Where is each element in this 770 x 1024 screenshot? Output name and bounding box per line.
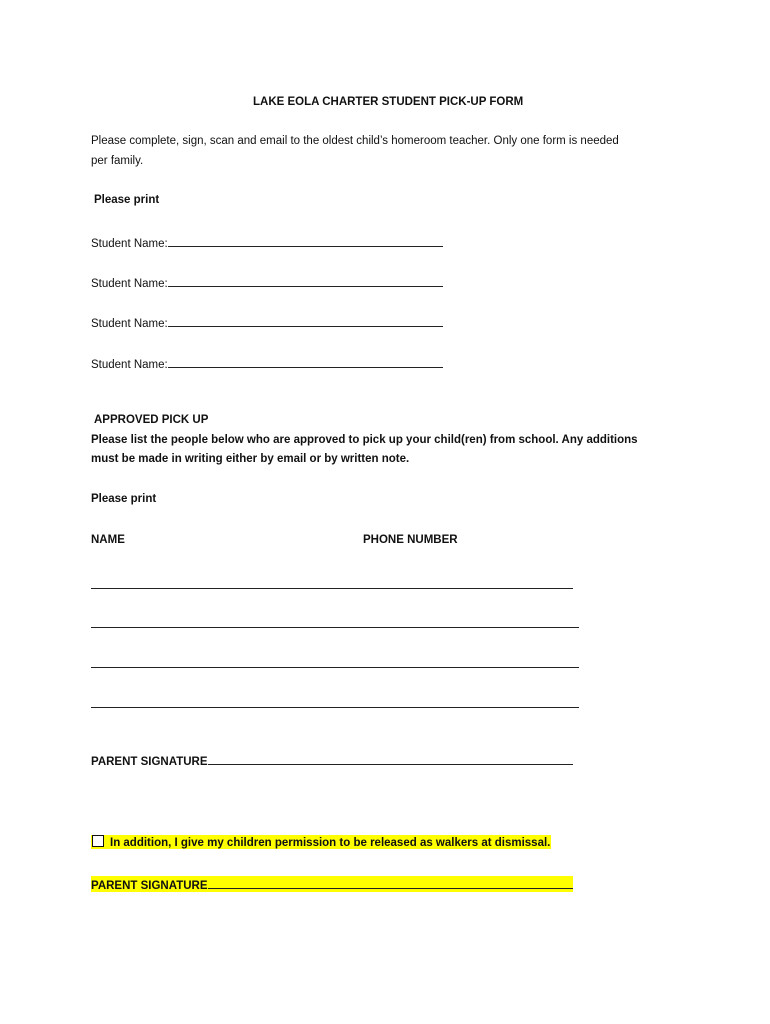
please-print-label: Please print [94,194,160,206]
pickup-entry-line-1[interactable] [91,588,573,589]
form-title: LAKE EOLA CHARTER STUDENT PICK-UP FORM [253,96,524,108]
instructions-line-2: per family. [91,155,144,167]
student-name-label: Student Name: [91,238,168,250]
instructions-line-1: Please complete, sign, scan and email to the oldest child’s homeroom teacher. Only one form is needed [91,135,619,147]
please-print-label-2: Please print [91,493,157,505]
student-name-field-1[interactable] [168,234,443,247]
parent-signature-label: PARENT SIGNATURE [91,756,208,768]
walkers-permission-row [91,835,551,849]
pickup-entry-line-4[interactable] [91,707,579,708]
student-name-row-3 [91,314,443,330]
phone-column-header: PHONE NUMBER [363,534,458,546]
approved-pickup-heading: APPROVED PICK UP [94,414,209,426]
name-column-header: NAME [91,534,125,546]
parent-signature-field-2[interactable] [208,876,573,889]
parent-signature-row-2 [91,876,573,892]
walkers-permission-text: In addition, I give my children permission to be released as walkers at dismissal. [110,837,551,849]
student-name-row-4 [91,355,443,371]
student-name-field-4[interactable] [168,355,443,368]
parent-signature-field[interactable] [208,752,573,765]
approved-instructions-line-2: must be made in writing either by email or by written note. [91,453,410,465]
pickup-entry-line-2[interactable] [91,627,579,628]
pickup-entry-line-3[interactable] [91,667,579,668]
student-name-label: Student Name: [91,278,168,290]
student-name-field-3[interactable] [168,314,443,327]
parent-signature-label-2: PARENT SIGNATURE [91,880,208,892]
parent-signature-row [91,752,573,768]
student-name-label: Student Name: [91,318,168,330]
student-name-row-1 [91,234,443,250]
student-name-field-2[interactable] [168,274,443,287]
approved-instructions-line-1: Please list the people below who are approved to pick up your child(ren) from school. Any additions [91,434,638,446]
student-name-row-2 [91,274,443,290]
student-name-label: Student Name: [91,359,168,371]
walkers-permission-checkbox[interactable] [92,835,104,847]
